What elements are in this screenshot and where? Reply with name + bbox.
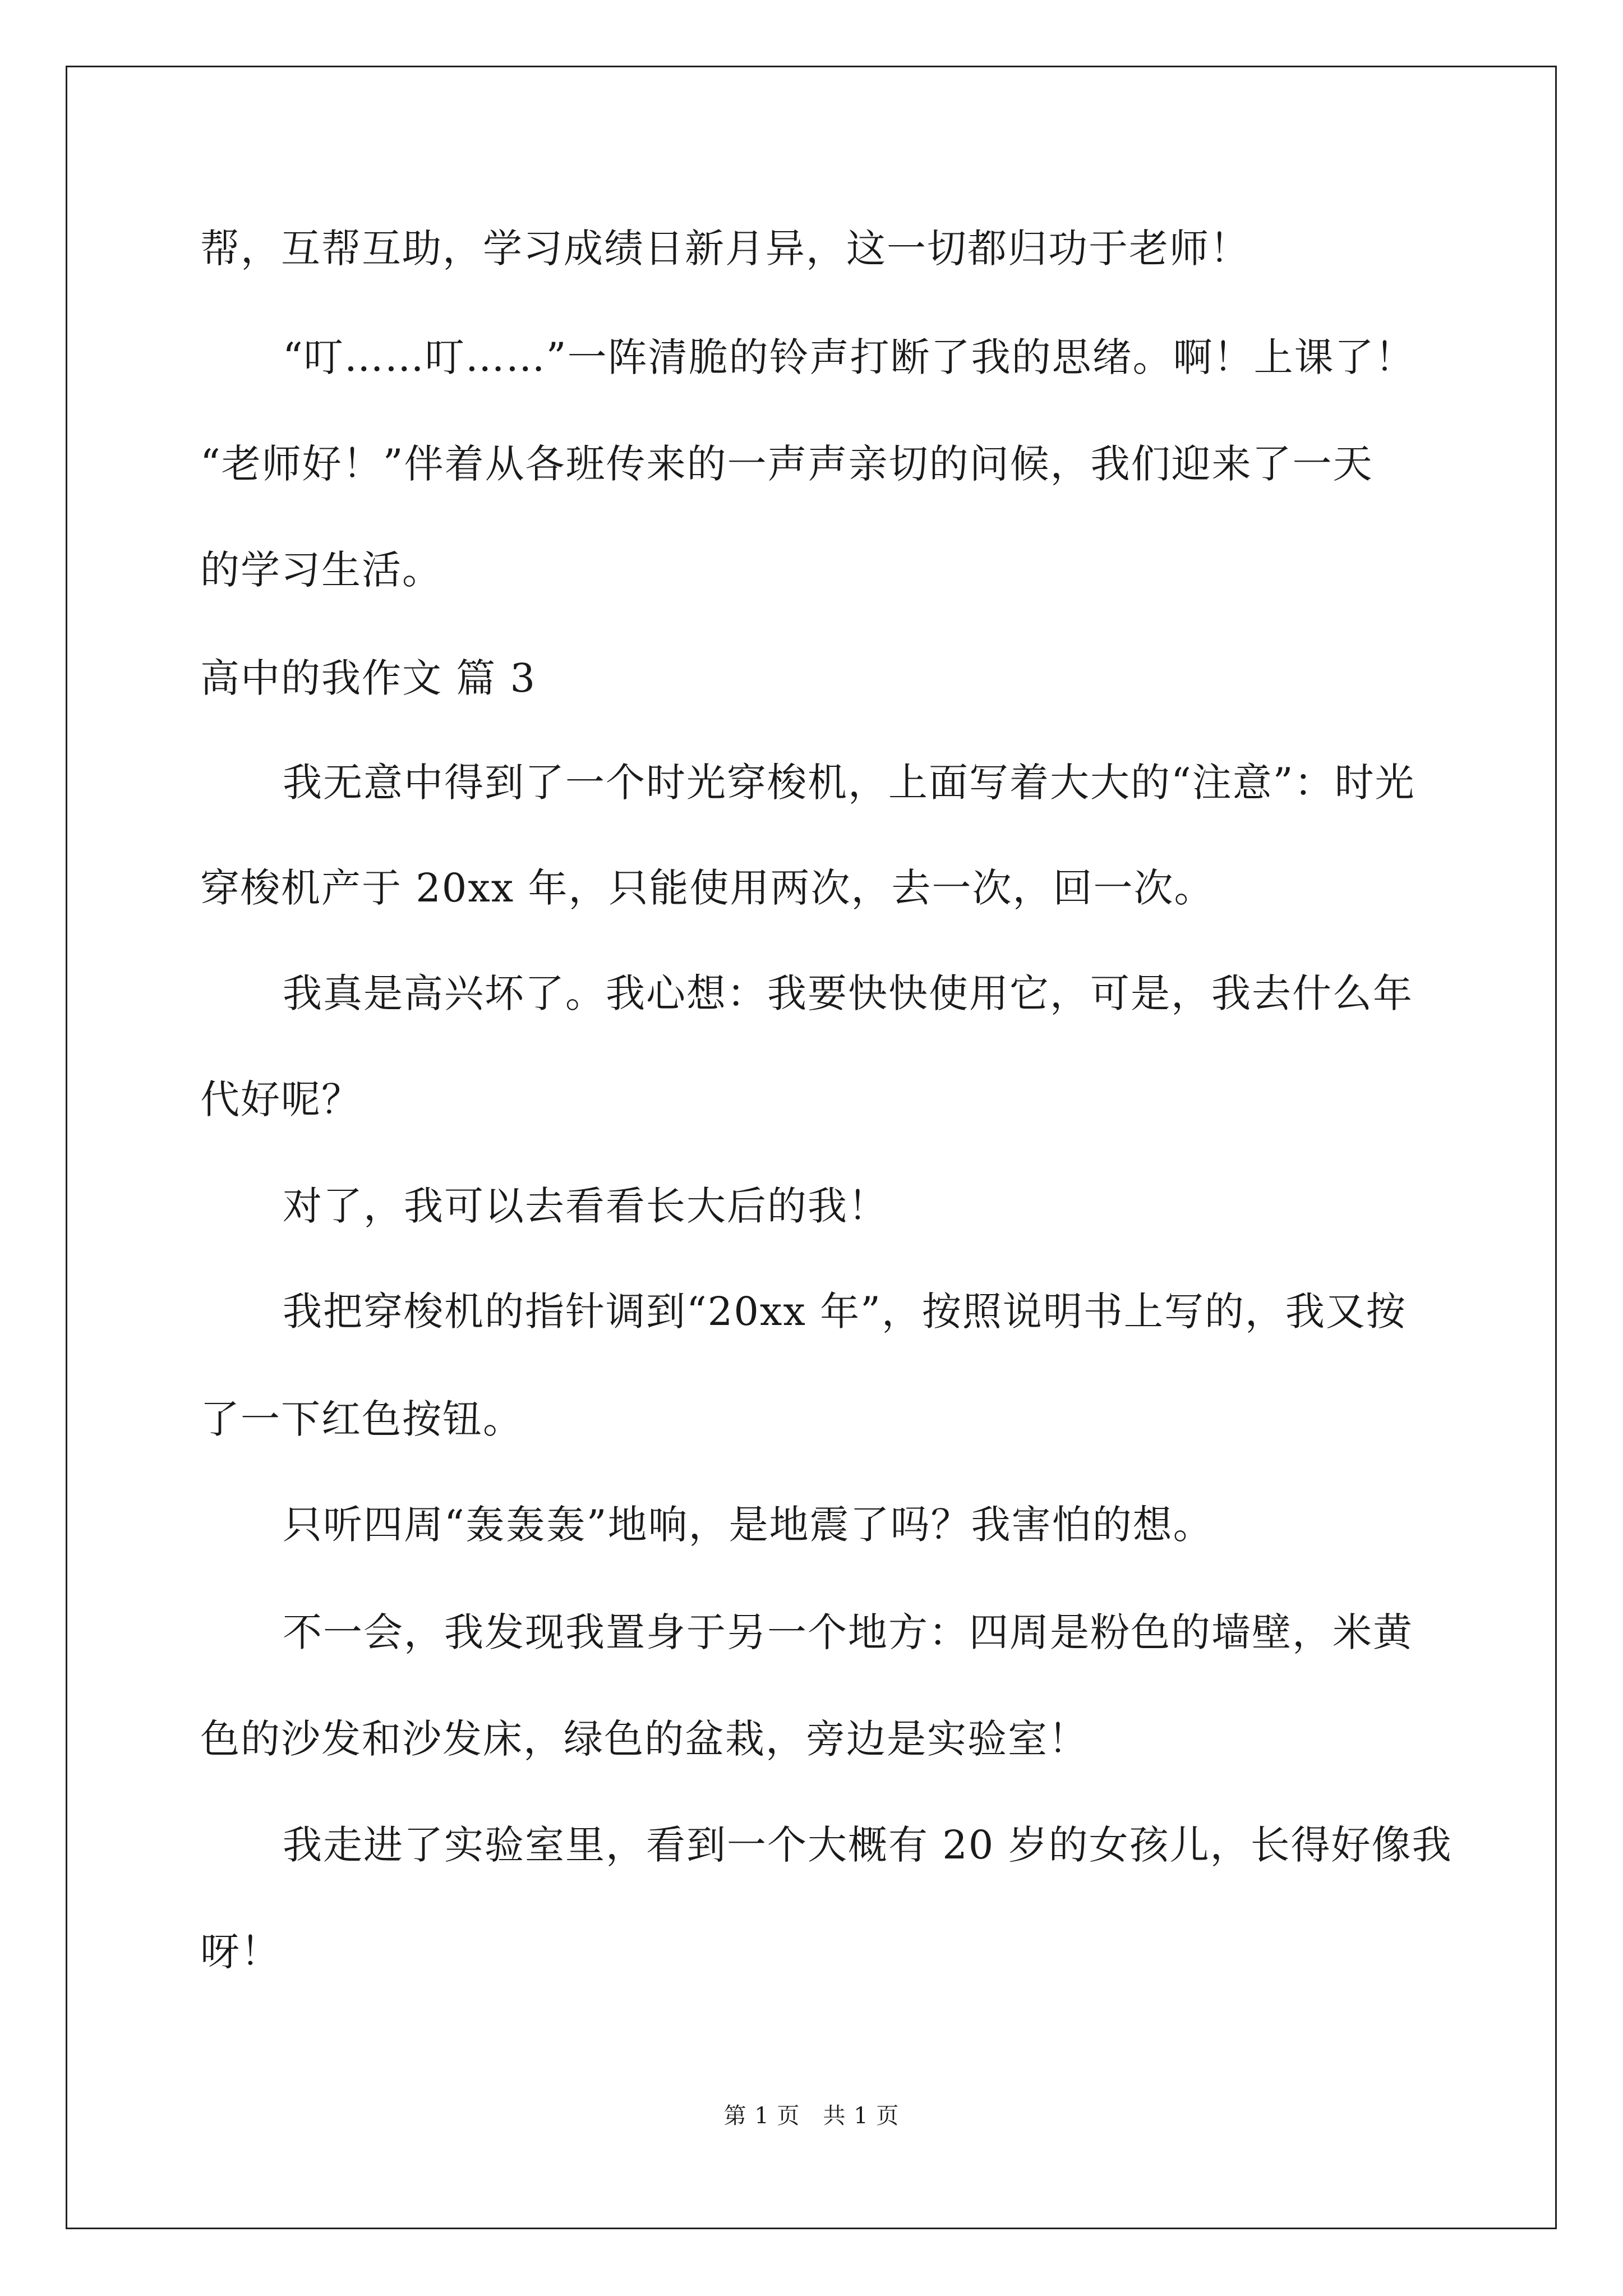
body-line: 色的沙发和沙发床，绿色的盆栽，旁边是实验室！ (200, 1716, 1089, 1762)
body-line: 呀！ (200, 1929, 281, 1975)
body-line: 穿梭机产于 20xx 年，只能使用两次，去一次，回一次。 (200, 865, 1215, 911)
body-line: 我把穿梭机的指针调到“20xx 年”，按照说明书上写的，我又按 (283, 1289, 1407, 1335)
section-heading: 高中的我作文 篇 3 (200, 655, 537, 701)
body-line: 我走进了实验室里，看到一个大概有 20 岁的女孩儿，长得好像我 (283, 1822, 1453, 1868)
body-line: 帮，互帮互助，学习成绩日新月异，这一切都归功于老师！ (200, 226, 1250, 272)
body-line: 代好呢？ (200, 1076, 362, 1122)
body-line: “老师好！”伴着从各班传来的一声声亲切的问候，我们迎来了一天 (200, 441, 1373, 487)
page-border (66, 66, 1557, 2229)
page-footer: 第 1 页 共 1 页 (723, 2103, 900, 2129)
body-line: 了一下红色按钮。 (200, 1396, 523, 1442)
body-line: 的学习生活。 (200, 547, 442, 593)
body-line: “叮……叮……”一阵清脆的铃声打断了我的思绪。啊！上课了！ (283, 334, 1415, 380)
body-line: 我无意中得到了一个时光穿梭机，上面写着大大的“注意”：时光 (283, 760, 1415, 806)
body-line: 只听四周“轰轰轰”地响，是地震了吗？我害怕的想。 (283, 1502, 1214, 1548)
body-line: 对了，我可以去看看长大后的我！ (283, 1183, 888, 1229)
body-line: 我真是高兴坏了。我心想：我要快快使用它，可是，我去什么年 (283, 970, 1413, 1016)
body-line: 不一会，我发现我置身于另一个地方：四周是粉色的墙壁，米黄 (283, 1609, 1413, 1655)
